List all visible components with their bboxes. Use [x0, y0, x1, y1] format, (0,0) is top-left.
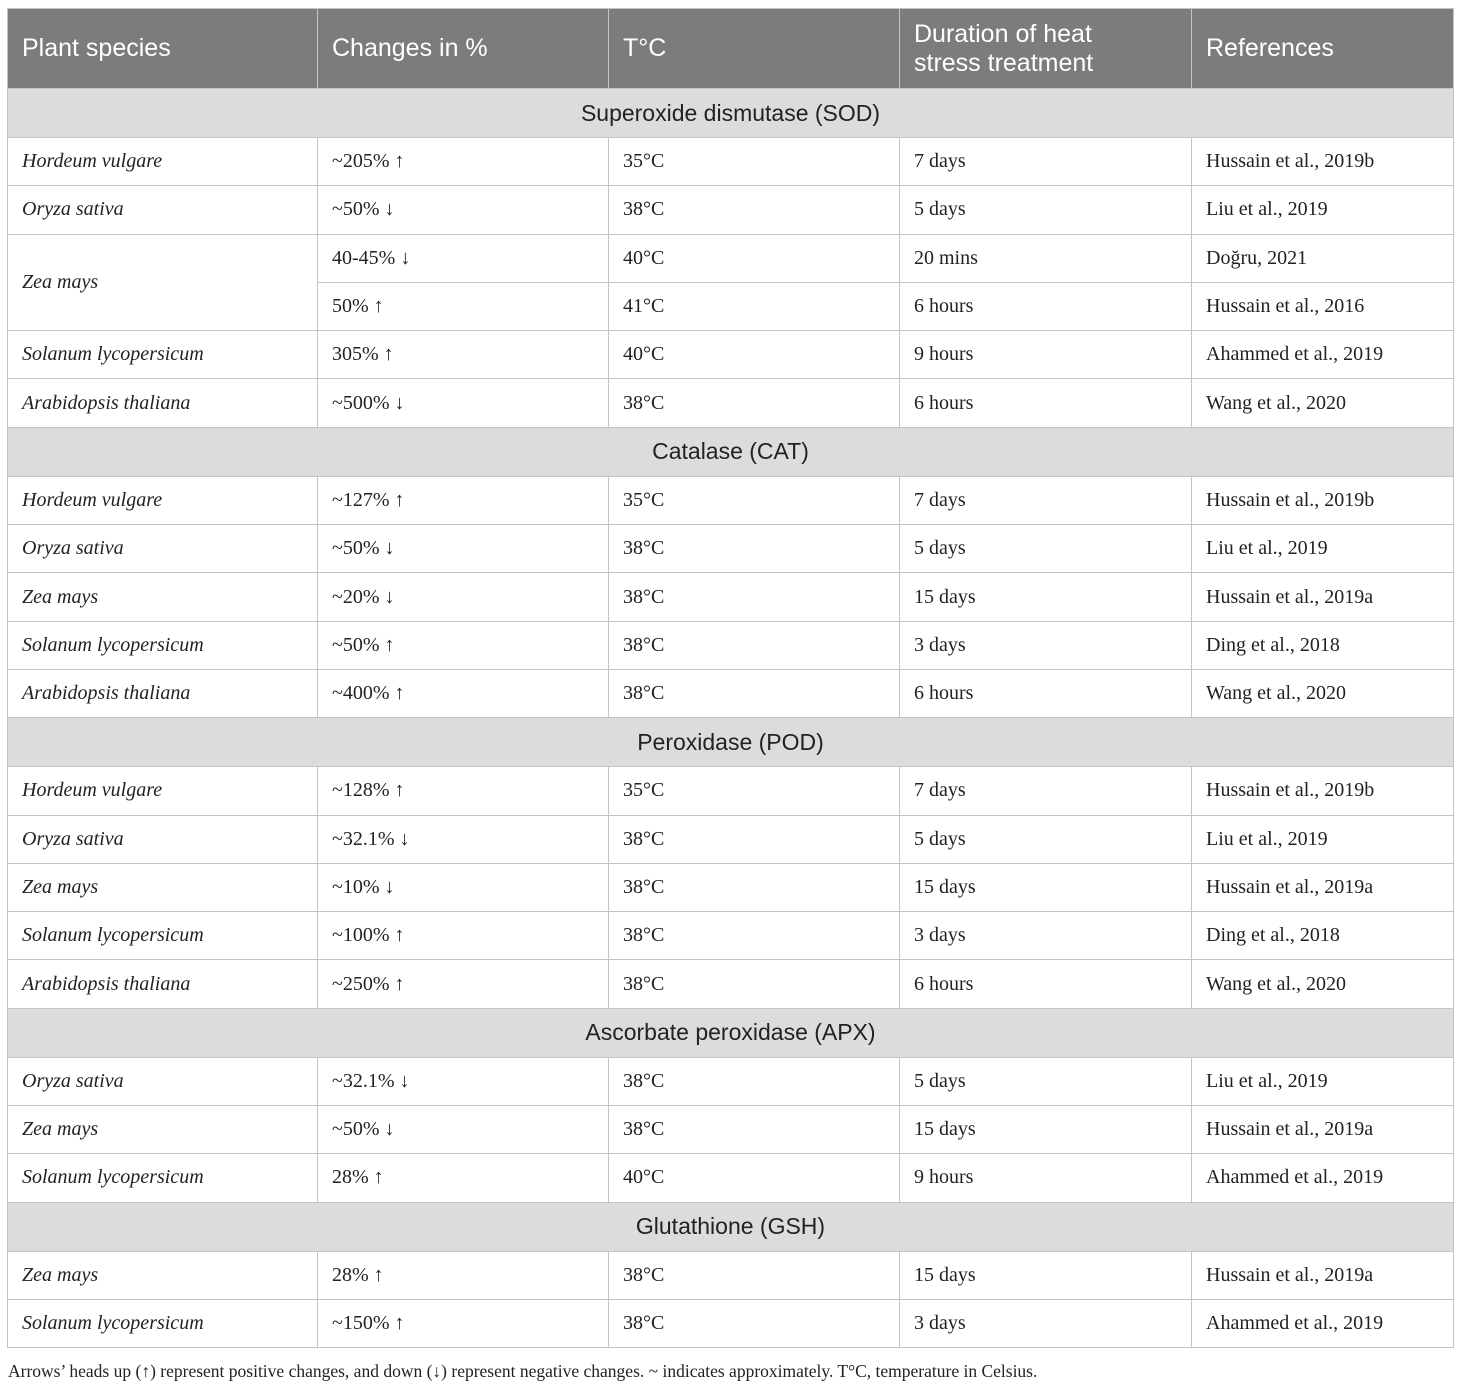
temperature-cell: 38°C	[609, 912, 900, 960]
section-sod	[8, 89, 1454, 428]
table-row	[8, 621, 1454, 669]
temperature-cell: 38°C	[609, 863, 900, 911]
table-row	[8, 1057, 1454, 1105]
reference-link[interactable]: Ahammed et al., 2019	[1192, 1154, 1454, 1202]
change-cell: 28% ↑	[318, 1251, 609, 1299]
change-cell: ~50% ↓	[318, 186, 609, 234]
duration-cell: 5 days	[900, 525, 1192, 573]
change-cell: ~128% ↑	[318, 767, 609, 815]
species-cell: Zea mays	[8, 1106, 318, 1154]
change-cell: ~50% ↓	[318, 525, 609, 573]
species-cell: Arabidopsis thaliana	[8, 379, 318, 427]
reference-link[interactable]: Hussain et al., 2019b	[1192, 767, 1454, 815]
table-footnote: Arrows’ heads up (↑) represent positive changes, and down (↓) represent negative changes. ~ indicates approximately. T°C, temperature in Celsius.	[8, 1361, 1038, 1381]
temperature-cell: 40°C	[609, 234, 900, 282]
species-cell: Zea mays	[8, 234, 318, 331]
temperature-cell: 35°C	[609, 476, 900, 524]
table-row	[8, 1251, 1454, 1299]
temperature-cell: 38°C	[609, 1299, 900, 1347]
reference-link[interactable]: Liu et al., 2019	[1192, 815, 1454, 863]
duration-cell: 15 days	[900, 1251, 1192, 1299]
table-row	[8, 331, 1454, 379]
species-cell: Solanum lycopersicum	[8, 912, 318, 960]
table-row	[8, 476, 1454, 524]
section-pod	[8, 718, 1454, 1008]
change-cell: ~150% ↑	[318, 1299, 609, 1347]
duration-cell: 5 days	[900, 1057, 1192, 1105]
reference-link[interactable]: Liu et al., 2019	[1192, 1057, 1454, 1105]
change-cell: ~50% ↓	[318, 1106, 609, 1154]
reference-link[interactable]: Liu et al., 2019	[1192, 186, 1454, 234]
duration-cell: 3 days	[900, 912, 1192, 960]
duration-cell: 6 hours	[900, 282, 1192, 330]
table-row	[8, 1299, 1454, 1347]
duration-cell: 15 days	[900, 863, 1192, 911]
header-duration: Duration of heat stress treatment	[900, 9, 1192, 89]
change-cell: 40-45% ↓	[318, 234, 609, 282]
temperature-cell: 38°C	[609, 960, 900, 1008]
section-gsh	[8, 1202, 1454, 1348]
duration-cell: 5 days	[900, 815, 1192, 863]
reference-link[interactable]: Hussain et al., 2019a	[1192, 1106, 1454, 1154]
reference-link[interactable]: Ahammed et al., 2019	[1192, 1299, 1454, 1347]
duration-cell: 7 days	[900, 138, 1192, 186]
duration-cell: 6 hours	[900, 379, 1192, 427]
table-row	[8, 1106, 1454, 1154]
reference-link[interactable]: Wang et al., 2020	[1192, 379, 1454, 427]
temperature-cell: 38°C	[609, 525, 900, 573]
duration-cell: 9 hours	[900, 331, 1192, 379]
table-row	[8, 525, 1454, 573]
species-cell: Oryza sativa	[8, 525, 318, 573]
change-cell: ~127% ↑	[318, 476, 609, 524]
duration-cell: 6 hours	[900, 669, 1192, 717]
reference-link[interactable]: Ding et al., 2018	[1192, 621, 1454, 669]
duration-cell: 20 mins	[900, 234, 1192, 282]
temperature-cell: 38°C	[609, 815, 900, 863]
temperature-cell: 41°C	[609, 282, 900, 330]
species-cell: Solanum lycopersicum	[8, 331, 318, 379]
change-cell: 50% ↑	[318, 282, 609, 330]
duration-cell: 5 days	[900, 186, 1192, 234]
change-cell: ~205% ↑	[318, 138, 609, 186]
species-cell: Zea mays	[8, 573, 318, 621]
temperature-cell: 35°C	[609, 138, 900, 186]
duration-cell: 9 hours	[900, 1154, 1192, 1202]
temperature-cell: 40°C	[609, 331, 900, 379]
reference-link[interactable]: Hussain et al., 2019b	[1192, 138, 1454, 186]
table-row	[8, 138, 1454, 186]
change-cell: ~20% ↓	[318, 573, 609, 621]
change-cell: ~32.1% ↓	[318, 815, 609, 863]
table-header-row	[8, 9, 1454, 89]
section-cat	[8, 427, 1454, 717]
change-cell: 28% ↑	[318, 1154, 609, 1202]
duration-cell: 15 days	[900, 1106, 1192, 1154]
reference-link[interactable]: Hussain et al., 2019b	[1192, 476, 1454, 524]
table-row	[8, 912, 1454, 960]
species-cell: Hordeum vulgare	[8, 138, 318, 186]
header-references: References	[1192, 9, 1454, 89]
change-cell: ~50% ↑	[318, 621, 609, 669]
table-row	[8, 960, 1454, 1008]
change-cell: ~500% ↓	[318, 379, 609, 427]
section-apx	[8, 1008, 1454, 1202]
species-cell: Arabidopsis thaliana	[8, 669, 318, 717]
section-title: Glutathione (GSH)	[8, 1202, 1454, 1251]
table-row	[8, 379, 1454, 427]
reference-link[interactable]: Ding et al., 2018	[1192, 912, 1454, 960]
species-cell: Solanum lycopersicum	[8, 1154, 318, 1202]
duration-cell: 7 days	[900, 476, 1192, 524]
change-cell: ~250% ↑	[318, 960, 609, 1008]
reference-link[interactable]: Hussain et al., 2016	[1192, 282, 1454, 330]
species-cell: Oryza sativa	[8, 1057, 318, 1105]
reference-link[interactable]: Wang et al., 2020	[1192, 669, 1454, 717]
table-row	[8, 234, 1454, 282]
table-row	[8, 669, 1454, 717]
temperature-cell: 38°C	[609, 186, 900, 234]
species-cell: Hordeum vulgare	[8, 476, 318, 524]
header-temperature: T°C	[609, 9, 900, 89]
species-cell: Oryza sativa	[8, 815, 318, 863]
table-row	[8, 815, 1454, 863]
temperature-cell: 38°C	[609, 621, 900, 669]
change-cell: ~10% ↓	[318, 863, 609, 911]
temperature-cell: 38°C	[609, 1057, 900, 1105]
duration-cell: 15 days	[900, 573, 1192, 621]
header-changes: Changes in %	[318, 9, 609, 89]
species-cell: Oryza sativa	[8, 186, 318, 234]
change-cell: ~100% ↑	[318, 912, 609, 960]
species-cell: Hordeum vulgare	[8, 767, 318, 815]
reference-link[interactable]: Hussain et al., 2019a	[1192, 863, 1454, 911]
header-plant-species: Plant species	[8, 9, 318, 89]
table-row	[8, 1154, 1454, 1202]
temperature-cell: 38°C	[609, 1251, 900, 1299]
change-cell: ~400% ↑	[318, 669, 609, 717]
species-cell: Zea mays	[8, 1251, 318, 1299]
section-title: Ascorbate peroxidase (APX)	[8, 1008, 1454, 1057]
species-cell: Solanum lycopersicum	[8, 621, 318, 669]
duration-cell: 3 days	[900, 1299, 1192, 1347]
table-row	[8, 863, 1454, 911]
species-cell: Solanum lycopersicum	[8, 1299, 318, 1347]
temperature-cell: 38°C	[609, 1106, 900, 1154]
reference-link[interactable]: Wang et al., 2020	[1192, 960, 1454, 1008]
table-row	[8, 186, 1454, 234]
table-row	[8, 767, 1454, 815]
section-title: Peroxidase (POD)	[8, 718, 1454, 767]
reference-link[interactable]: Doğru, 2021	[1192, 234, 1454, 282]
temperature-cell: 38°C	[609, 573, 900, 621]
section-title: Superoxide dismutase (SOD)	[8, 89, 1454, 138]
duration-cell: 3 days	[900, 621, 1192, 669]
section-title: Catalase (CAT)	[8, 427, 1454, 476]
temperature-cell: 35°C	[609, 767, 900, 815]
reference-link[interactable]: Ahammed et al., 2019	[1192, 331, 1454, 379]
change-cell: 305% ↑	[318, 331, 609, 379]
change-cell: ~32.1% ↓	[318, 1057, 609, 1105]
enzyme-activity-table	[7, 8, 1454, 1348]
duration-cell: 7 days	[900, 767, 1192, 815]
table-row	[8, 573, 1454, 621]
reference-link[interactable]: Hussain et al., 2019a	[1192, 1251, 1454, 1299]
temperature-cell: 38°C	[609, 379, 900, 427]
duration-cell: 6 hours	[900, 960, 1192, 1008]
reference-link[interactable]: Liu et al., 2019	[1192, 525, 1454, 573]
temperature-cell: 38°C	[609, 669, 900, 717]
temperature-cell: 40°C	[609, 1154, 900, 1202]
species-cell: Arabidopsis thaliana	[8, 960, 318, 1008]
species-cell: Zea mays	[8, 863, 318, 911]
reference-link[interactable]: Hussain et al., 2019a	[1192, 573, 1454, 621]
